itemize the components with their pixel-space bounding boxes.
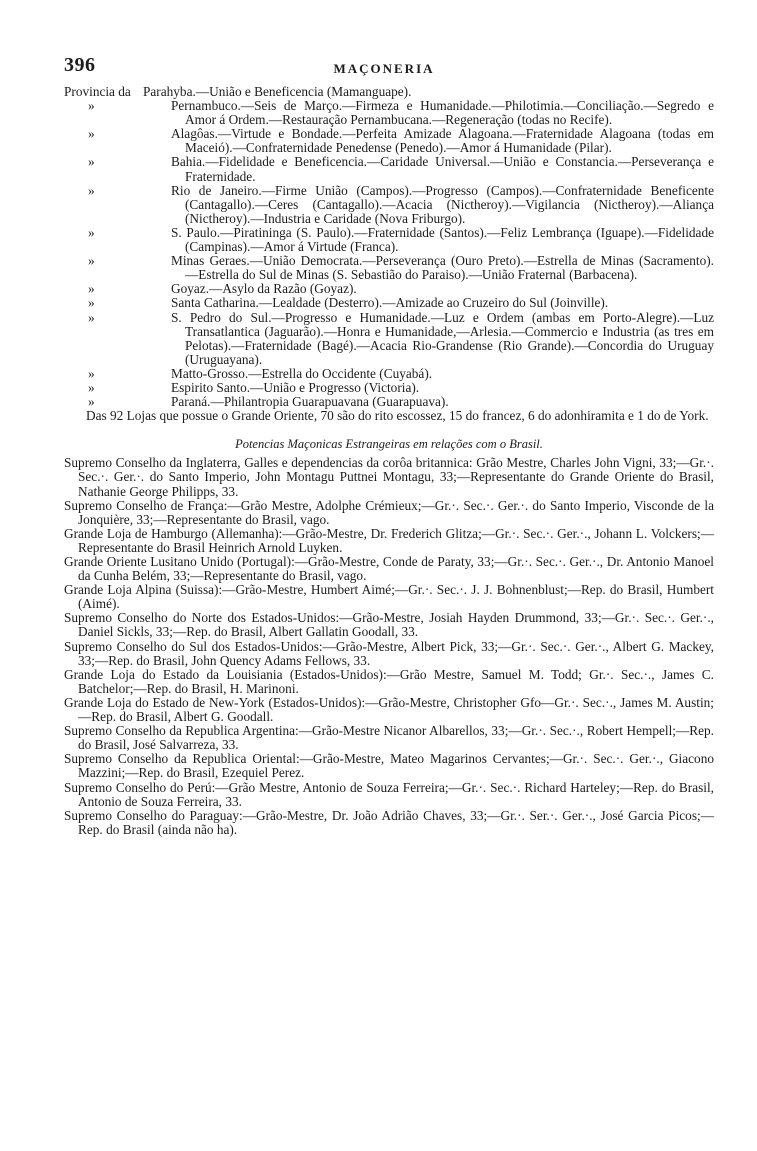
ditto-mark: »	[88, 182, 95, 198]
province-name: S. Pedro do Sul.	[171, 309, 272, 325]
ditto-mark: »	[88, 281, 95, 297]
province-lodges: —União e Beneficencia (Mamanguape).	[195, 84, 412, 99]
province-entry	[64, 155, 714, 183]
province-lodges: —Fidelidade e Beneficencia.—Caridade Universal.—União e Constancia.—Perseverança e Fraternidade.	[185, 154, 714, 184]
province-name: Paraná.	[171, 394, 211, 410]
province-entry-text	[171, 254, 714, 282]
section-title: Potencias Maçonicas Estrangeiras em relações com o Brasil.	[235, 437, 543, 452]
ditto-mark: »	[88, 394, 95, 410]
ditto-mark: »	[88, 379, 95, 395]
province-lodges: —Estrella do Occidente (Cuyabá).	[248, 365, 433, 381]
province-entry	[64, 226, 714, 254]
province-name: Alagôas.	[171, 126, 218, 142]
province-name: Matto-Grosso.	[171, 365, 249, 381]
page-body	[64, 85, 714, 837]
ditto-mark: »	[88, 224, 95, 240]
province-lead-label: Provincia da	[64, 84, 131, 99]
page-number: 396	[64, 54, 96, 76]
foreign-power-entry: Supremo Conselho da Inglaterra, Galles e dependencias da corôa britannica: Grão Mestre, Charles John Vigni, 33;—Gr.·. Sec.·. Ger.·. do Santo Imperio, John Montagu Puttnei Montagu, 33;—Representante do Grande Oriente do Brasil, Nathanie George Philipps, 33.	[64, 455, 714, 499]
ditto-mark: »	[88, 295, 95, 311]
foreign-power-entry: Grande Loja de Hamburgo (Allemanha):—Grão-Mestre, Dr. Frederich Glitza;—Gr.·. Sec.·. Ger.·., Johann L. Volckers;—Representante do Brasil Heinrich Arnold Luyken.	[64, 525, 714, 555]
province-lodges: —Philantropia Guarapuavana (Guarapuava).	[210, 394, 449, 410]
foreign-power-entry: Supremo Conselho da Republica Oriental:—Grão-Mestre, Mateo Magarinos Cervantes;—Gr.·. Sec.·. Ger.·., Giacono Mazzini;—Rep. do Brasil, Ezequiel Perez.	[64, 751, 714, 781]
province-list	[64, 85, 714, 423]
province-entry	[64, 367, 714, 381]
ditto-mark: »	[88, 98, 95, 114]
page-header	[64, 54, 704, 80]
province-lodges: —Asylo da Razão (Goyaz).	[209, 281, 357, 297]
ditto-mark: »	[88, 253, 95, 269]
province-entry	[64, 395, 714, 409]
province-name: Minas Geraes.	[171, 253, 250, 269]
province-lodges: —Piratininga (S. Paulo).—Fraternidade (Santos).—Feliz Lembrança (Iguape).—Fidelidade (Campinas).—Amor á Virtude (Franca).	[185, 224, 714, 255]
province-entry	[64, 381, 714, 395]
ditto-mark: »	[88, 309, 95, 325]
foreign-power-entry: Supremo Conselho do Paraguay:—Grão-Mestre, Dr. João Adrião Chaves, 33;—Gr.·. Ser.·. Ger.·., José Garcia Picos;—Rep. do Brasil (ainda não ha).	[64, 807, 714, 837]
province-name: Rio de Janeiro.	[171, 182, 262, 198]
province-entry-text	[171, 282, 714, 296]
province-entry-text	[171, 127, 714, 155]
foreign-power-entry: Supremo Conselho do Sul dos Estados-Unidos:—Grão-Mestre, Albert Pick, 33;—Gr.·. Sec.·. Ger.·., Albert G. Mackey, 33;—Rep. do Brasil, John Quency Adams Fellows, 33.	[64, 638, 714, 668]
running-head: MAÇONERIA	[333, 61, 435, 76]
province-entry	[64, 296, 714, 310]
ditto-mark: »	[88, 126, 95, 142]
province-name: Espirito Santo.	[171, 379, 251, 395]
province-name: Parahyba.	[143, 84, 196, 99]
province-lodges: —Firme União (Campos).—Progresso (Campos).—Confraternidade Beneficente (Cantagallo).—Ceres (Cantagallo).—Acacia (Nictheroy).—Vigilancia (Nictheroy).—Aliança (Nictheroy).—Industria e Caridade (Nova Friburgo).	[185, 182, 714, 226]
foreign-power-entry: Grande Loja do Estado de New-York (Estados-Unidos):—Grão-Mestre, Christopher Gfo—Gr.·. Sec.·., James M. Austin;—Rep. do Brasil, Albert G. Goodall.	[64, 694, 714, 725]
province-entry	[64, 254, 714, 282]
province-entry-text	[171, 395, 714, 409]
province-entry-text	[171, 296, 714, 310]
province-entry-text	[171, 367, 714, 381]
lodge-summary: Das 92 Lojas que possue o Grande Oriente, 70 são do rito escossez, 15 do francez, 6 do adonhiramita e 1 do de York.	[86, 408, 709, 424]
province-name: Pernambuco.	[171, 98, 241, 114]
province-entry	[64, 282, 714, 296]
province-lodges: —Lealdade (Desterro).—Amizade ao Cruzeiro do Sul (Joinville).	[258, 295, 609, 311]
province-lodges: —União e Progresso (Victoria).	[250, 379, 420, 395]
province-entry-text	[171, 99, 714, 127]
province-entry-text	[171, 381, 714, 395]
province-entry-text	[171, 226, 714, 254]
province-lodges: —União Democrata.—Perseverança (Ouro Preto).—Estrella de Minas (Sacramento).—Estrella do Sul de Minas (S. Sebastião do Paraiso).—União Fraternal (Barbacena).	[185, 253, 714, 283]
province-entry-text	[171, 184, 714, 226]
foreign-power-entry: Supremo Conselho do Perú:—Grão Mestre, Antonio de Souza Ferreira;—Gr.·. Sec.·. Richard Harteley;—Rep. do Brasil, Antonio de Souza Ferreira, 33.	[64, 779, 714, 809]
foreign-power-entry: Supremo Conselho de França:—Grão Mestre, Adolphe Crémieux;—Gr.·. Sec.·. Ger.·. do Santo Imperio, Visconde de la Jonquière, 33;—Representante do Brasil, vago.	[64, 497, 714, 527]
province-entry	[64, 311, 714, 367]
province-entry	[64, 127, 714, 155]
foreign-powers-list	[64, 456, 714, 837]
province-name: Bahia.	[171, 154, 206, 170]
ditto-mark: »	[88, 154, 95, 170]
province-entry	[64, 99, 714, 127]
province-name: Goyaz.	[171, 281, 210, 297]
foreign-power-entry: Grande Loja do Estado da Louisiania (Estados-Unidos):—Grão Mestre, Samuel M. Todd; Gr.·. Sec.·., James C. Batchelor;—Rep. do Brasil, H. Marinoni.	[64, 666, 714, 696]
province-lodges: —Virtude e Bondade.—Perfeita Amizade Alagoana.—Fraternidade Alagoana (todas em Maceió).—Confraternidade Penedense (Penedo).—Amor á Humanidade (Pilar).	[185, 126, 714, 156]
province-entry	[64, 184, 714, 226]
province-entry-text	[171, 311, 714, 367]
foreign-power-entry: Grande Oriente Lusitano Unido (Portugal):—Grão-Mestre, Conde de Paraty, 33;—Gr.·. Sec.·. Ger.·., Dr. Antonio Manoel da Cunha Belém, 33;—Representante do Brasil, vago.	[64, 554, 714, 584]
foreign-power-entry: Supremo Conselho da Republica Argentina:—Grão-Mestre Nicanor Albarellos, 33;—Gr.·. Sec.·., Robert Hempell;—Rep. do Brasil, José Salvarreza, 33.	[64, 723, 714, 753]
province-entry-text	[143, 85, 714, 99]
province-entry-text	[171, 155, 714, 183]
ditto-mark: »	[88, 365, 95, 381]
province-name: Santa Catharina.	[171, 295, 259, 311]
foreign-power-entry: Grande Loja Alpina (Suissa):—Grão-Mestre, Humbert Aimé;—Gr.·. Sec.·. J. J. Bohnenblust;—Rep. do Brasil, Humbert (Aimé).	[64, 582, 714, 612]
foreign-power-entry: Supremo Conselho do Norte dos Estados-Unidos:—Grão-Mestre, Josiah Hayden Drummond, 33;—Gr.·. Sec.·. Ger.·., Daniel Sickls, 33;—Rep. do Brasil, Albert Gallatin Goodall, 33.	[64, 610, 714, 640]
province-lead-entry	[64, 85, 714, 99]
province-lodges: —Seis de Março.—Firmeza e Humanidade.—Philotimia.—Conciliação.—Segredo e Amor á Ordem.—Restauração Pernambucana.—Regeneração (todas no Recife).	[185, 98, 714, 128]
province-name: S. Paulo.	[171, 224, 221, 240]
province-lodges: —Progresso e Humanidade.—Luz e Ordem (ambas em Porto-Alegre).—Luz Transatlantica (Jaguarão).—Honra e Humanidade,—Arlesia.—Commercio e Industria (as tres em Pelotas).—Fraternidade (Bagé).—Acacia Rio-Grandense (Rio Grande).—Concordia do Uruguay (Uruguayana).	[185, 309, 714, 367]
